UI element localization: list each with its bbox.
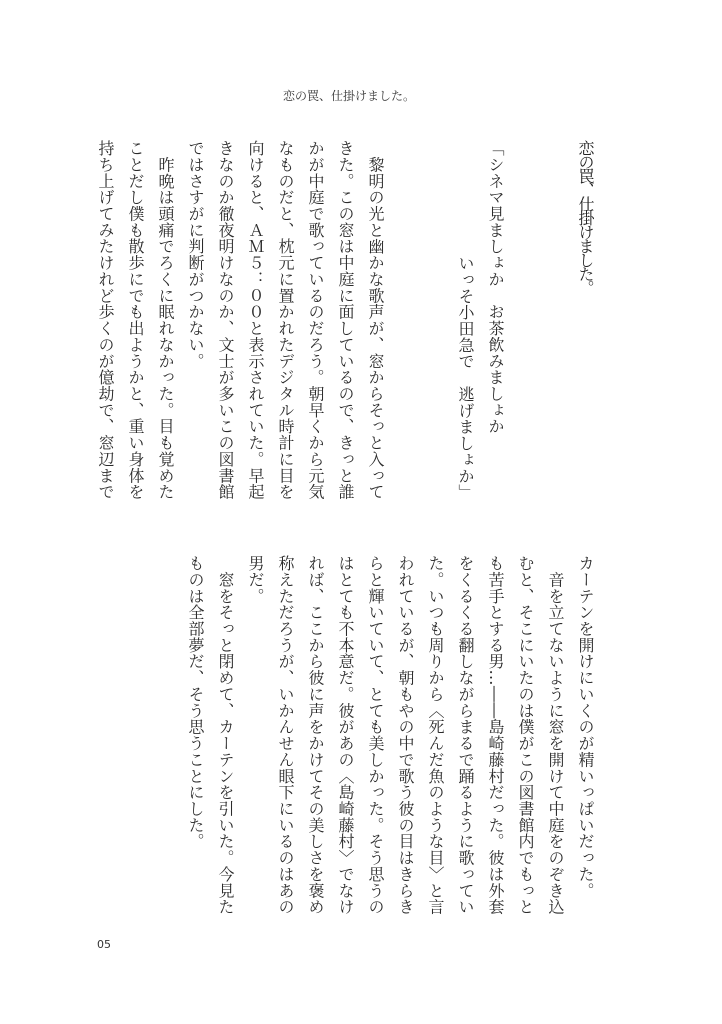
text-column: ものは全部夢だ、そう思うことにした。 bbox=[186, 555, 205, 850]
page-number: 05 bbox=[97, 938, 111, 951]
text-column: 男だ。 bbox=[246, 555, 265, 605]
text-column: きなのか徹夜明けなのか、文士が多いこの図書館 bbox=[216, 140, 235, 500]
text-column: た。いつも周りから〈死んだ魚のような目〉と言 bbox=[426, 555, 445, 915]
text-column: をくるくる翻しながらまるで踊るように歌ってい bbox=[456, 555, 475, 915]
text-column: むと、そこにいたのは僕がこの図書館内でもっと bbox=[516, 555, 535, 915]
blank-column bbox=[510, 140, 540, 500]
text-column: 昨晩は頭痛でろくに眠れなかった。目も覚めた bbox=[156, 140, 175, 500]
text-column: 持ち上げてみたけれど歩くのが億劫で、窓辺まで bbox=[96, 140, 115, 500]
blank-column bbox=[540, 140, 570, 500]
text-column: かが中庭で歌っているのだろう。朝早くから元気 bbox=[306, 140, 325, 500]
text-column: 向けると、ＡＭ５：００と表示されていた。早起 bbox=[246, 140, 265, 500]
blank-column bbox=[420, 140, 450, 500]
text-column: なものだと、枕元に置かれたデジタル時計に目を bbox=[276, 140, 295, 500]
text-column: らと輝いていて、とても美しかった。そう思うの bbox=[366, 555, 385, 915]
text-column: 窓をそっと閉めて、カーテンを引いた。今見た bbox=[216, 555, 235, 915]
chapter-title: 恋の罠、仕掛けました。 bbox=[576, 140, 595, 294]
text-column: 称えただろうが、いかんせん眼下にいるのはあの bbox=[276, 555, 295, 915]
text-column: カーテンを開けにいくのが精いっぱいだった。 bbox=[576, 555, 595, 899]
text-column: れば、ここから彼に声をかけてその美しさを褒め bbox=[306, 555, 325, 915]
text-column: ことだし僕も散歩にでも出ようかと、重い身体を bbox=[126, 140, 145, 500]
text-column: も苦手とする男…――島崎藤村だった。彼は外套 bbox=[486, 555, 505, 915]
epigraph-line: いっそ小田急で 逃げましょか」 bbox=[456, 254, 475, 500]
epigraph-line: 「シネマ見ましょか お茶飲みましょか bbox=[486, 140, 505, 435]
text-column: 音を立てないように窓を開けて中庭をのぞき込 bbox=[546, 555, 565, 915]
lower-text-block bbox=[180, 555, 600, 915]
upper-text-block bbox=[90, 140, 600, 500]
text-column: われているが、朝もやの中で歌う彼の目はきらき bbox=[396, 555, 415, 915]
running-header-title: 恋の罠、仕掛けました。 bbox=[283, 89, 416, 103]
text-column: きた。この窓は中庭に面しているので、きっと誰 bbox=[336, 140, 355, 500]
text-column: ではさすがに判断がつかない。 bbox=[186, 140, 205, 370]
text-column: 黎明の光と幽かな歌声が、窓からそっと入って bbox=[366, 140, 385, 500]
blank-column bbox=[390, 140, 420, 500]
text-column: はとても不本意だ。彼があの〈島崎藤村〉でなけ bbox=[336, 555, 355, 915]
